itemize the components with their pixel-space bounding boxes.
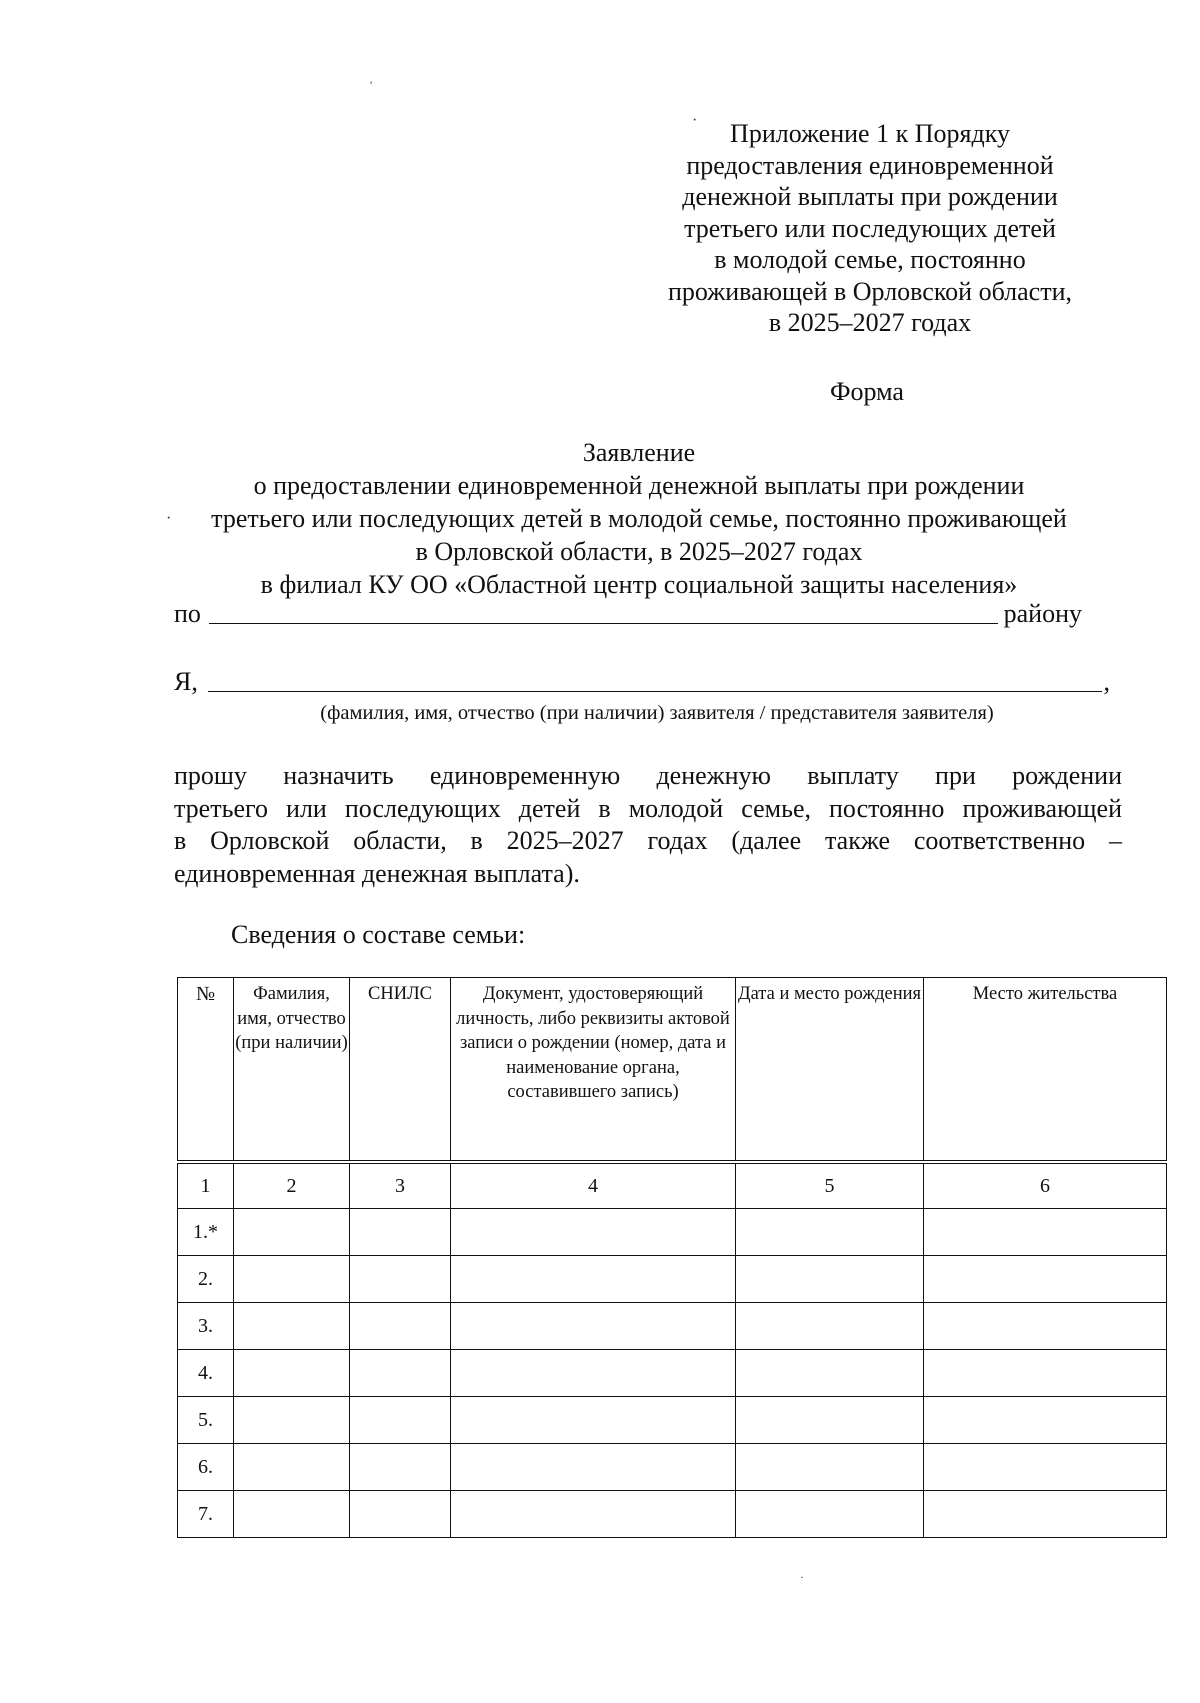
- cell-identity-document[interactable]: [451, 1397, 736, 1444]
- title-line: третьего или последующих детей в молодой семье, постоянно проживающей: [211, 504, 1067, 533]
- column-number: 3: [350, 1162, 451, 1209]
- cell-birth-date-place[interactable]: [736, 1491, 924, 1538]
- table-row: [178, 1256, 1167, 1303]
- column-number: 6: [924, 1162, 1167, 1209]
- cell-residence[interactable]: [924, 1491, 1167, 1538]
- applicant-prefix: Я,: [174, 667, 198, 696]
- scan-speck: ': [370, 78, 373, 92]
- cell-residence[interactable]: [924, 1303, 1167, 1350]
- cell-full-name[interactable]: [234, 1303, 350, 1350]
- district-blank-field[interactable]: [209, 622, 998, 624]
- cell-full-name[interactable]: [234, 1444, 350, 1491]
- table-row: [178, 1209, 1167, 1256]
- district-line: [174, 598, 1082, 630]
- cell-identity-document[interactable]: [451, 1491, 736, 1538]
- cell-identity-document[interactable]: [451, 1350, 736, 1397]
- cell-birth-date-place[interactable]: [736, 1303, 924, 1350]
- cell-residence[interactable]: [924, 1209, 1167, 1256]
- title-line: в Орловской области, в 2025–2027 годах: [415, 537, 863, 566]
- cell-identity-document[interactable]: [451, 1256, 736, 1303]
- table-row: [178, 1350, 1167, 1397]
- table-row: [178, 1303, 1167, 1350]
- column-header-number: №: [178, 978, 234, 1163]
- cell-snils[interactable]: [350, 1444, 451, 1491]
- request-line: третьего или последующих детей в молодой семье, постоянно проживающей: [174, 793, 1122, 823]
- document-title: [150, 436, 1128, 601]
- cell-full-name[interactable]: [234, 1256, 350, 1303]
- appendix-line: третьего или последующих детей: [684, 213, 1056, 243]
- table-header-row: [178, 978, 1167, 1163]
- cell-snils[interactable]: [350, 1397, 451, 1444]
- appendix-line: проживающей в Орловской области,: [667, 276, 1072, 306]
- column-number: 1: [178, 1162, 234, 1209]
- table-row: [178, 1444, 1167, 1491]
- cell-identity-document[interactable]: [451, 1444, 736, 1491]
- row-number: 3.: [178, 1303, 234, 1350]
- district-suffix: району: [1003, 599, 1082, 628]
- scan-speck: ·: [166, 510, 172, 527]
- request-line: в Орловской области, в 2025–2027 годах (далее также соответственно –: [174, 826, 1122, 855]
- title-line: о предоставлении единовременной денежной выплаты при рождении: [253, 471, 1025, 500]
- title-line: Заявление: [582, 438, 696, 467]
- cell-full-name[interactable]: [234, 1350, 350, 1397]
- request-line: прошу назначить единовременную денежную выплату при рождении: [174, 761, 1122, 790]
- column-header-full-name: Фамилия, имя, отчество (при наличии): [234, 978, 350, 1163]
- applicant-line: [174, 666, 1110, 698]
- column-number-row: [178, 1162, 1167, 1209]
- applicant-suffix: ,: [1103, 667, 1110, 696]
- scan-speck: ·: [692, 112, 698, 129]
- table-row: [178, 1397, 1167, 1444]
- cell-full-name[interactable]: [234, 1491, 350, 1538]
- table-row: [178, 1491, 1167, 1538]
- cell-residence[interactable]: [924, 1444, 1167, 1491]
- cell-residence[interactable]: [924, 1397, 1167, 1444]
- appendix-line: Приложение 1 к Порядку: [730, 119, 1010, 148]
- district-prefix: по: [174, 599, 201, 628]
- appendix-line: денежной выплаты при рождении: [682, 182, 1058, 211]
- cell-identity-document[interactable]: [451, 1303, 736, 1350]
- appendix-line: в 2025–2027 годах: [768, 308, 972, 337]
- row-number: 4.: [178, 1350, 234, 1397]
- cell-birth-date-place[interactable]: [736, 1350, 924, 1397]
- applicant-name-blank-field[interactable]: [208, 690, 1102, 692]
- column-number: 2: [234, 1162, 350, 1209]
- applicant-field-hint: (фамилия, имя, отчество (при наличии) заявителя / представителя заявителя): [320, 702, 994, 724]
- cell-snils[interactable]: [350, 1209, 451, 1256]
- cell-birth-date-place[interactable]: [736, 1397, 924, 1444]
- cell-snils[interactable]: [350, 1303, 451, 1350]
- column-header-residence: Место жительства: [924, 978, 1167, 1163]
- cell-identity-document[interactable]: [451, 1209, 736, 1256]
- cell-full-name[interactable]: [234, 1397, 350, 1444]
- row-number: 2.: [178, 1256, 234, 1303]
- cell-residence[interactable]: [924, 1256, 1167, 1303]
- family-composition-table: [177, 977, 1167, 1538]
- form-label: Форма: [830, 377, 904, 406]
- request-line: единовременная денежная выплата).: [174, 858, 580, 888]
- cell-snils[interactable]: [350, 1256, 451, 1303]
- row-number: 1.*: [178, 1209, 234, 1256]
- column-header-identity-document: Документ, удостоверяющий личность, либо реквизиты актовой записи о рождении (номер, дата и наименование органа, составившего запись): [451, 978, 736, 1163]
- column-number: 5: [736, 1162, 924, 1209]
- family-section-heading: Сведения о составе семьи:: [231, 920, 526, 949]
- row-number: 7.: [178, 1491, 234, 1538]
- row-number: 5.: [178, 1397, 234, 1444]
- appendix-reference: [640, 118, 1100, 339]
- row-number: 6.: [178, 1444, 234, 1491]
- column-header-birth-date-place: Дата и место рождения: [736, 978, 924, 1163]
- appendix-line: предоставления единовременной: [686, 150, 1054, 180]
- cell-residence[interactable]: [924, 1350, 1167, 1397]
- cell-birth-date-place[interactable]: [736, 1209, 924, 1256]
- title-line: в филиал КУ ОО «Областной центр социальной защиты населения»: [260, 570, 1018, 599]
- scan-speck: ·: [800, 1570, 804, 1584]
- cell-birth-date-place[interactable]: [736, 1256, 924, 1303]
- cell-full-name[interactable]: [234, 1209, 350, 1256]
- request-paragraph: [174, 760, 1122, 890]
- column-header-snils: СНИЛС: [350, 978, 451, 1163]
- appendix-line: в молодой семье, постоянно: [714, 245, 1026, 274]
- cell-birth-date-place[interactable]: [736, 1444, 924, 1491]
- cell-snils[interactable]: [350, 1491, 451, 1538]
- column-number: 4: [451, 1162, 736, 1209]
- cell-snils[interactable]: [350, 1350, 451, 1397]
